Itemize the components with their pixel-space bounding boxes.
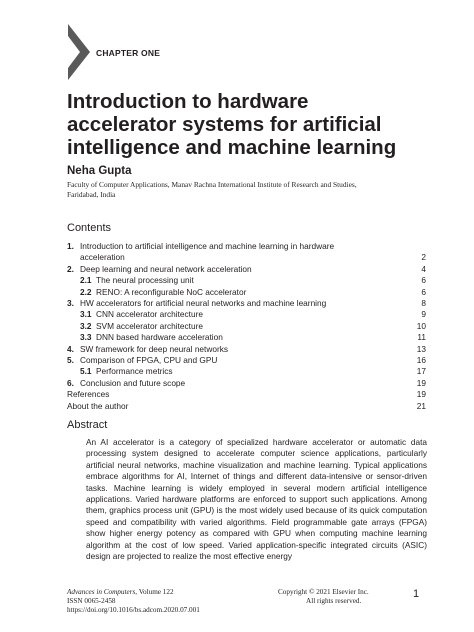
author-name: Neha Gupta (67, 165, 132, 177)
toc-item-number: 2.2 (80, 286, 92, 297)
toc-item[interactable] (67, 264, 426, 275)
toc-item-number: 2.1 (80, 275, 92, 286)
author-affiliation (67, 180, 407, 199)
toc-item-page: 21 (416, 400, 426, 411)
abstract-heading: Abstract (67, 419, 108, 431)
toc-item-title: About the author (67, 400, 129, 411)
rights-text: All rights reserved. (306, 597, 362, 605)
toc-item-page: 2 (421, 252, 426, 263)
toc-item-number: 4. (67, 343, 74, 354)
journal-name: Advances in Computers (67, 588, 136, 596)
toc-item-page: 6 (421, 286, 426, 297)
toc-item-number: 3. (67, 298, 74, 309)
toc-item-title: HW accelerators for artificial neural networks and machine learning (80, 298, 327, 309)
chevron-right-marker-icon (66, 22, 96, 82)
toc-item-page: 17 (416, 366, 426, 377)
page-title (67, 90, 467, 159)
toc-item-number: 6. (67, 377, 74, 388)
table-of-contents (67, 241, 426, 412)
toc-item-title: The neural processing unit (96, 275, 194, 286)
toc-item[interactable] (67, 275, 426, 286)
toc-item[interactable] (67, 355, 426, 366)
contents-heading: Contents (67, 222, 112, 234)
title-line-1: Introduction to hardware (67, 90, 309, 113)
toc-item-title: Deep learning and neural network acceleration (80, 263, 252, 274)
page-number: 1 (413, 588, 420, 600)
toc-item-title: RENO: A reconfigurable NoC accelerator (96, 286, 247, 297)
toc-item-number: 1. (67, 241, 74, 251)
issn: ISSN 0065-2458 (67, 597, 116, 605)
toc-item-page: 11 (417, 332, 426, 343)
toc-item[interactable] (67, 287, 426, 298)
toc-item[interactable] (67, 344, 426, 355)
toc-item[interactable] (67, 401, 426, 412)
toc-item-page: 4 (421, 263, 426, 274)
toc-item-title: SVM accelerator architecture (96, 320, 203, 331)
toc-item-title: References (67, 389, 110, 400)
affiliation-line-2: Faridabad, India (67, 189, 116, 199)
toc-item-page: 19 (416, 377, 426, 388)
footer-citation (67, 588, 200, 615)
title-line-2: accelerator systems for artificial (67, 113, 382, 136)
toc-item-title: Performance metrics (96, 366, 173, 377)
toc-item-page: 19 (416, 389, 426, 400)
toc-item[interactable] (67, 321, 426, 332)
toc-item[interactable] (67, 366, 426, 377)
toc-item-title: Conclusion and future scope (80, 377, 186, 388)
toc-item-number: 3.2 (80, 320, 92, 331)
journal-volume: , Volume 122 (135, 588, 174, 596)
toc-item-number: 2. (67, 263, 74, 274)
toc-item-number: 3.1 (80, 309, 92, 320)
toc-item-title: Comparison of FPGA, CPU and GPU (80, 355, 218, 366)
toc-item-title: DNN based hardware acceleration (96, 332, 223, 343)
title-line-3: intelligence and machine learning (67, 136, 397, 159)
toc-item-page: 8 (421, 298, 426, 309)
footer-copyright (278, 588, 369, 606)
copyright-text: Copyright © 2021 Elsevier Inc. (278, 588, 369, 596)
toc-item-title: SW framework for deep neural networks (80, 343, 229, 354)
toc-item[interactable] (67, 309, 426, 320)
chapter-label: CHAPTER ONE (96, 48, 161, 58)
toc-item-page: 9 (421, 309, 426, 320)
toc-item-title: CNN accelerator architecture (96, 309, 203, 320)
abstract-text: An AI accelerator is a category of specialized hardware accelerator or automatic data processing system designed to accelerate computer science applications, particularly artificial neural networks, machine visualization and machine learning. Typical applications embrace algorithms for AI, Internet of things and different data-intensive or sensor-driven tasks. Machine learning is widely employed in several modern artificial intelligence applications. Varied hardware platforms are enforced to support such applications. Among them, graphics process unit (GPU) is the most widely used because of its quick computation speed and compatibility with varied algorithms. Field programmable gate arrays (FPGA) show higher energy potency as compared with GPU when computing machine learning algorithm at the cost of low speed. Varied application-specific integrated circuits (ASIC) design are projected to realize the most effective energy (86, 437, 427, 562)
toc-item-page: 6 (421, 275, 426, 286)
toc-item-page: 13 (416, 343, 426, 354)
toc-item[interactable] (67, 298, 426, 309)
toc-item-number: 5. (67, 355, 74, 366)
toc-item-page: 16 (416, 355, 426, 366)
affiliation-line-1: Faculty of Computer Applications, Manav Rachna International Institute of Research and Studies, (67, 180, 357, 189)
toc-item[interactable] (67, 332, 426, 343)
toc-item-number: 3.3 (80, 332, 92, 343)
toc-item-number: 5.1 (80, 366, 92, 377)
toc-item[interactable] (67, 378, 426, 389)
doi-link[interactable]: https://doi.org/10.1016/bs.adcom.2020.07.001 (67, 606, 200, 614)
toc-item-page: 10 (416, 320, 426, 331)
toc-item-title: Introduction to artificial intelligence and machine learning in hardware acceleration (80, 241, 335, 263)
toc-item[interactable] (67, 241, 426, 264)
toc-item[interactable] (67, 389, 426, 400)
